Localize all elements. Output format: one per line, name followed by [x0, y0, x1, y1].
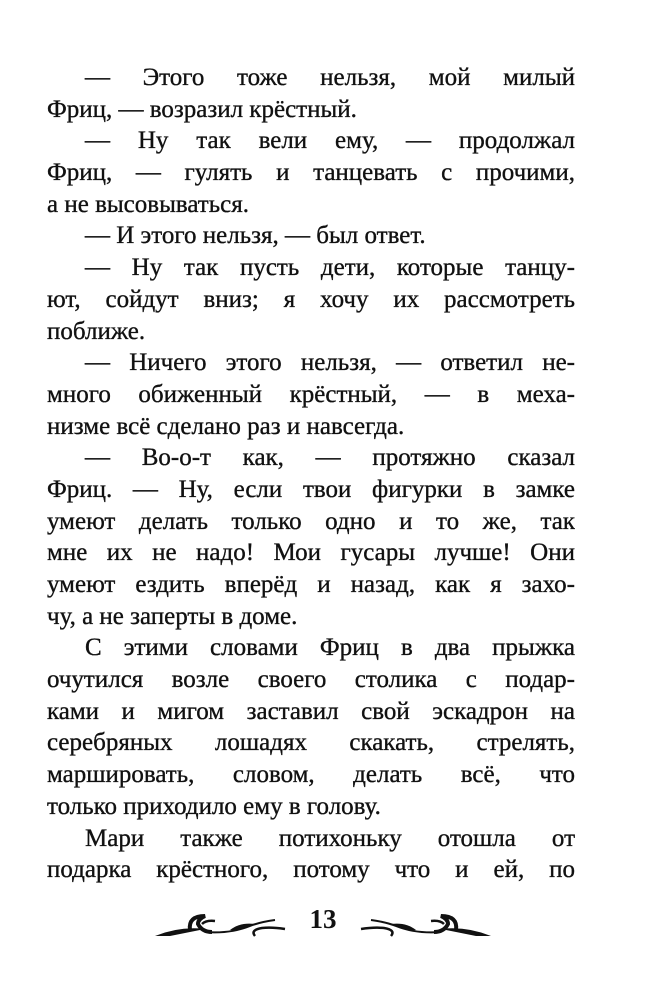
text-line: Мари также потихоньку отошла от [85, 824, 575, 852]
page-footer [150, 902, 496, 942]
text-line: маршировать, словом, делать всё, что [47, 761, 575, 789]
text-line: — И этого нельзя, — был ответ. [85, 222, 426, 250]
text-line: С этими словами Фриц в два прыжка [85, 634, 575, 662]
text-line: низме всё сделано раз и навсегда. [47, 412, 405, 440]
text-line: Фриц, — возразил крёстный. [47, 95, 357, 123]
text-line: — Ничего этого нельзя, — ответил не- [85, 349, 575, 377]
text-line: ют, сойдут вниз; я хочу их рассмотреть [47, 285, 575, 313]
page-number: 13 [309, 904, 337, 934]
text-line: подарка крёстного, потому что и ей, по [47, 856, 575, 884]
text-line: чу, а не заперты в доме. [47, 602, 298, 630]
text-line: — Во-о-т как, — протяжно сказал [85, 444, 575, 472]
text-line: — Ну так пусть дети, которые танцу- [85, 254, 575, 282]
text-line: умеют ездить вперёд и назад, как я захо- [47, 571, 575, 598]
text-line: серебряных лошадях скакать, стрелять, [47, 729, 575, 757]
text-line: поближе. [47, 317, 146, 345]
page-text [47, 62, 575, 886]
text-line: — Ну так вели ему, — продолжал [85, 127, 575, 155]
text-line: а не высовываться. [47, 190, 249, 218]
text-line: умеют делать только одно и то же, так [47, 507, 575, 535]
text-line: Фриц. — Ну, если твои фигурки в замке [47, 475, 575, 503]
text-line: мне их не надо! Мои гусары лучше! Они [47, 539, 575, 567]
text-line: ками и мигом заставил свой эскадрон на [47, 697, 575, 725]
text-line: только приходило ему в голову. [47, 792, 381, 820]
text-line: Фриц, — гулять и танцевать с прочими, [47, 159, 575, 187]
text-line: — Этого тоже нельзя, мой милый [85, 64, 575, 91]
text-line: много обиженный крёстный, — в меха- [47, 380, 575, 408]
text-line: очутился возле своего столика с подар- [47, 666, 575, 694]
